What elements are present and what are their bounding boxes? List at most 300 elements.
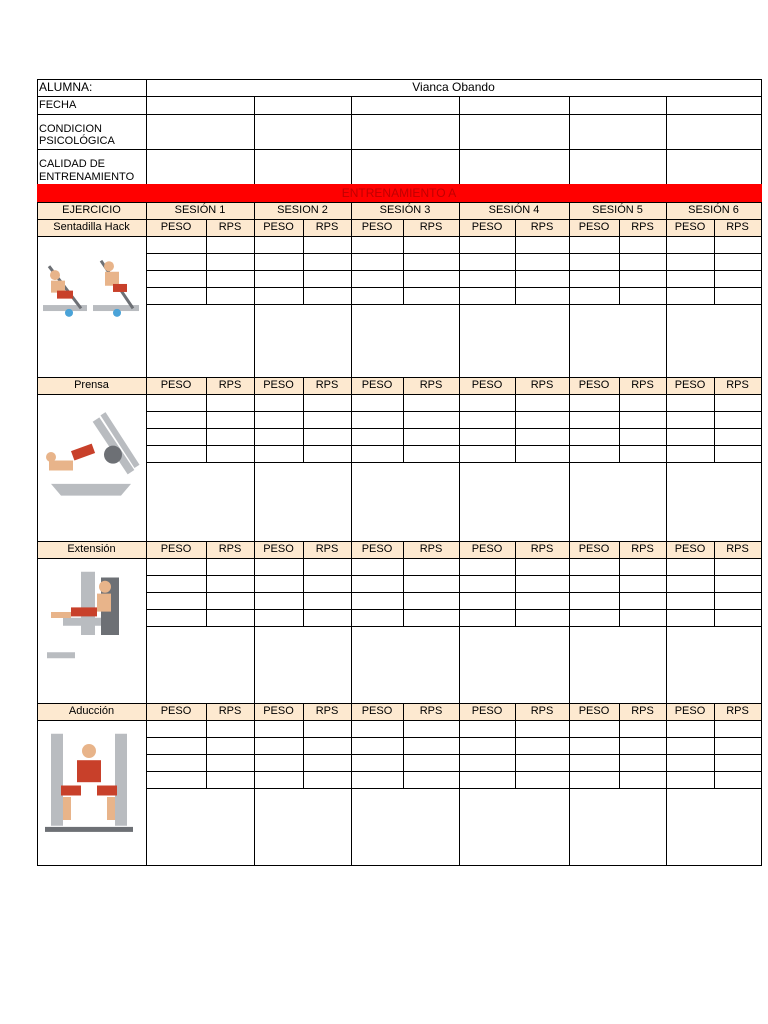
session-notes-cell[interactable] bbox=[667, 789, 761, 865]
session-notes-cell[interactable] bbox=[255, 627, 351, 703]
rps-cell[interactable] bbox=[516, 254, 569, 270]
grid-line bbox=[459, 96, 460, 185]
rps-cell[interactable] bbox=[207, 412, 254, 428]
peso-cell[interactable] bbox=[352, 237, 403, 253]
rps-cell[interactable] bbox=[620, 288, 666, 304]
peso-cell[interactable] bbox=[147, 412, 206, 428]
rps-cell[interactable] bbox=[715, 237, 761, 253]
peso-cell[interactable] bbox=[255, 721, 303, 737]
rps-cell[interactable] bbox=[207, 395, 254, 411]
peso-label: PESO bbox=[361, 543, 393, 555]
peso-cell[interactable] bbox=[147, 429, 206, 445]
rps-cell[interactable] bbox=[715, 772, 761, 788]
peso-cell[interactable] bbox=[147, 738, 206, 754]
rps-label: RPS bbox=[218, 705, 242, 717]
peso-cell[interactable] bbox=[460, 559, 515, 575]
rps-label: RPS bbox=[726, 705, 749, 717]
rps-cell[interactable] bbox=[516, 559, 569, 575]
peso-cell[interactable] bbox=[147, 254, 206, 270]
peso-cell[interactable] bbox=[460, 395, 515, 411]
peso-cell[interactable] bbox=[352, 738, 403, 754]
peso-label: PESO bbox=[160, 221, 192, 233]
adduction-machine-illustration bbox=[41, 728, 143, 843]
rps-cell[interactable] bbox=[715, 593, 761, 609]
alumna-label: ALUMNA: bbox=[39, 80, 93, 94]
session-notes-cell[interactable] bbox=[352, 789, 459, 865]
peso-cell[interactable] bbox=[352, 610, 403, 626]
rps-cell[interactable] bbox=[516, 412, 569, 428]
session-2-header: SESION 2 bbox=[277, 204, 328, 216]
rps-cell[interactable] bbox=[207, 446, 254, 462]
peso-cell[interactable] bbox=[667, 610, 714, 626]
peso-cell[interactable] bbox=[147, 721, 206, 737]
grid-line bbox=[761, 219, 762, 378]
rps-label: RPS bbox=[631, 705, 654, 717]
peso-cell[interactable] bbox=[667, 593, 714, 609]
peso-cell[interactable] bbox=[147, 576, 206, 592]
peso-cell[interactable] bbox=[667, 738, 714, 754]
session-notes-cell[interactable] bbox=[667, 305, 761, 377]
rps-cell[interactable] bbox=[715, 755, 761, 771]
rps-label: RPS bbox=[530, 705, 554, 717]
peso-cell[interactable] bbox=[147, 271, 206, 287]
peso-cell[interactable] bbox=[570, 429, 619, 445]
peso-cell[interactable] bbox=[570, 576, 619, 592]
peso-cell[interactable] bbox=[255, 576, 303, 592]
session-notes-cell[interactable] bbox=[460, 305, 569, 377]
peso-label: PESO bbox=[263, 221, 294, 233]
rps-cell[interactable] bbox=[516, 772, 569, 788]
rps-label: RPS bbox=[315, 705, 339, 717]
rps-cell[interactable] bbox=[516, 288, 569, 304]
rps-cell[interactable] bbox=[304, 772, 351, 788]
peso-cell[interactable] bbox=[255, 271, 303, 287]
rps-cell[interactable] bbox=[516, 738, 569, 754]
training-sheet bbox=[37, 79, 761, 865]
peso-label: PESO bbox=[263, 379, 294, 391]
session-notes-cell[interactable] bbox=[147, 627, 254, 703]
rps-cell[interactable] bbox=[304, 721, 351, 737]
grid-line bbox=[666, 96, 667, 185]
rps-cell[interactable] bbox=[404, 721, 459, 737]
rps-label: RPS bbox=[419, 379, 443, 391]
rps-cell[interactable] bbox=[207, 254, 254, 270]
peso-cell[interactable] bbox=[667, 721, 714, 737]
rps-cell[interactable] bbox=[304, 738, 351, 754]
peso-cell[interactable] bbox=[255, 559, 303, 575]
rps-cell[interactable] bbox=[620, 412, 666, 428]
rps-cell[interactable] bbox=[304, 755, 351, 771]
peso-cell[interactable] bbox=[352, 559, 403, 575]
rps-label: RPS bbox=[315, 543, 339, 555]
session-notes-cell[interactable] bbox=[667, 463, 761, 541]
rps-cell[interactable] bbox=[207, 593, 254, 609]
rps-cell[interactable] bbox=[207, 288, 254, 304]
peso-cell[interactable] bbox=[570, 237, 619, 253]
peso-cell[interactable] bbox=[255, 288, 303, 304]
rps-label: RPS bbox=[419, 543, 443, 555]
fecha-label: FECHA bbox=[39, 99, 77, 111]
rps-cell[interactable] bbox=[404, 772, 459, 788]
peso-label: PESO bbox=[160, 705, 192, 717]
session-notes-cell[interactable] bbox=[460, 627, 569, 703]
session-notes-cell[interactable] bbox=[255, 305, 351, 377]
peso-cell[interactable] bbox=[352, 593, 403, 609]
rps-cell[interactable] bbox=[207, 610, 254, 626]
grid-line bbox=[761, 202, 762, 220]
peso-label: PESO bbox=[578, 705, 610, 717]
session-notes-cell[interactable] bbox=[570, 789, 666, 865]
peso-cell[interactable] bbox=[667, 254, 714, 270]
rps-cell[interactable] bbox=[516, 721, 569, 737]
rps-cell[interactable] bbox=[207, 772, 254, 788]
peso-cell[interactable] bbox=[667, 576, 714, 592]
peso-cell[interactable] bbox=[570, 738, 619, 754]
rps-cell[interactable] bbox=[207, 429, 254, 445]
peso-label: PESO bbox=[578, 543, 610, 555]
calidad-label: CALIDAD DE bbox=[39, 158, 106, 170]
peso-cell[interactable] bbox=[147, 237, 206, 253]
rps-cell[interactable] bbox=[715, 395, 761, 411]
peso-label: PESO bbox=[361, 705, 393, 717]
rps-cell[interactable] bbox=[304, 610, 351, 626]
peso-label: PESO bbox=[361, 221, 393, 233]
peso-cell[interactable] bbox=[460, 412, 515, 428]
peso-cell[interactable] bbox=[460, 593, 515, 609]
peso-cell[interactable] bbox=[352, 721, 403, 737]
session-notes-cell[interactable] bbox=[570, 305, 666, 377]
peso-cell[interactable] bbox=[570, 772, 619, 788]
rps-cell[interactable] bbox=[516, 395, 569, 411]
rps-label: RPS bbox=[218, 543, 242, 555]
rps-cell[interactable] bbox=[207, 559, 254, 575]
peso-cell[interactable] bbox=[352, 446, 403, 462]
peso-cell[interactable] bbox=[352, 412, 403, 428]
rps-label: RPS bbox=[726, 221, 749, 233]
peso-cell[interactable] bbox=[570, 446, 619, 462]
rps-cell[interactable] bbox=[715, 446, 761, 462]
rps-cell[interactable] bbox=[404, 254, 459, 270]
rps-cell[interactable] bbox=[404, 593, 459, 609]
grid-line bbox=[37, 865, 762, 866]
rps-cell[interactable] bbox=[516, 429, 569, 445]
rps-cell[interactable] bbox=[207, 721, 254, 737]
peso-cell[interactable] bbox=[255, 429, 303, 445]
peso-cell[interactable] bbox=[570, 395, 619, 411]
peso-cell[interactable] bbox=[255, 237, 303, 253]
exercise-name: Extensión bbox=[67, 543, 116, 555]
session-3-header: SESIÓN 3 bbox=[379, 204, 431, 216]
rps-label: RPS bbox=[218, 379, 242, 391]
peso-label: PESO bbox=[674, 221, 706, 233]
rps-cell[interactable] bbox=[304, 395, 351, 411]
session-notes-cell[interactable] bbox=[352, 463, 459, 541]
session-notes-cell[interactable] bbox=[667, 627, 761, 703]
rps-cell[interactable] bbox=[620, 254, 666, 270]
peso-cell[interactable] bbox=[460, 429, 515, 445]
peso-cell[interactable] bbox=[147, 288, 206, 304]
rps-cell[interactable] bbox=[715, 412, 761, 428]
rps-cell[interactable] bbox=[516, 755, 569, 771]
rps-cell[interactable] bbox=[207, 738, 254, 754]
peso-cell[interactable] bbox=[255, 738, 303, 754]
session-notes-cell[interactable] bbox=[147, 463, 254, 541]
peso-cell[interactable] bbox=[255, 610, 303, 626]
rps-cell[interactable] bbox=[304, 237, 351, 253]
rps-cell[interactable] bbox=[404, 755, 459, 771]
rps-label: RPS bbox=[726, 379, 749, 391]
rps-cell[interactable] bbox=[516, 237, 569, 253]
peso-cell[interactable] bbox=[352, 271, 403, 287]
peso-cell[interactable] bbox=[255, 412, 303, 428]
peso-cell[interactable] bbox=[147, 610, 206, 626]
peso-label: PESO bbox=[471, 543, 503, 555]
rps-cell[interactable] bbox=[715, 576, 761, 592]
rps-cell[interactable] bbox=[620, 610, 666, 626]
rps-cell[interactable] bbox=[404, 271, 459, 287]
rps-cell[interactable] bbox=[207, 576, 254, 592]
peso-label: PESO bbox=[263, 705, 294, 717]
rps-cell[interactable] bbox=[404, 559, 459, 575]
peso-cell[interactable] bbox=[352, 755, 403, 771]
peso-label: PESO bbox=[160, 379, 192, 391]
exercise-name: Aducción bbox=[68, 705, 115, 717]
rps-cell[interactable] bbox=[404, 429, 459, 445]
rps-cell[interactable] bbox=[715, 610, 761, 626]
rps-cell[interactable] bbox=[620, 271, 666, 287]
peso-label: PESO bbox=[674, 705, 706, 717]
rps-cell[interactable] bbox=[516, 593, 569, 609]
session-4-header: SESIÓN 4 bbox=[488, 204, 540, 216]
alumna-value: Vianca Obando bbox=[412, 80, 495, 94]
rps-label: RPS bbox=[419, 221, 443, 233]
rps-cell[interactable] bbox=[404, 738, 459, 754]
peso-cell[interactable] bbox=[570, 721, 619, 737]
rps-label: RPS bbox=[218, 221, 242, 233]
leg-extension-illustration bbox=[41, 566, 143, 681]
rps-cell[interactable] bbox=[207, 755, 254, 771]
grid-line bbox=[761, 703, 762, 866]
peso-label: PESO bbox=[471, 379, 503, 391]
peso-cell[interactable] bbox=[460, 610, 515, 626]
rps-cell[interactable] bbox=[620, 721, 666, 737]
rps-label: RPS bbox=[631, 221, 654, 233]
peso-cell[interactable] bbox=[147, 395, 206, 411]
rps-cell[interactable] bbox=[620, 237, 666, 253]
peso-cell[interactable] bbox=[255, 755, 303, 771]
peso-cell[interactable] bbox=[667, 288, 714, 304]
rps-cell[interactable] bbox=[620, 559, 666, 575]
grid-line bbox=[37, 541, 38, 704]
peso-label: PESO bbox=[674, 379, 706, 391]
peso-cell[interactable] bbox=[460, 446, 515, 462]
peso-cell[interactable] bbox=[255, 593, 303, 609]
rps-cell[interactable] bbox=[715, 738, 761, 754]
calidad-label-2: ENTRENAMIENTO bbox=[39, 171, 135, 183]
peso-cell[interactable] bbox=[570, 610, 619, 626]
exercise-name: Sentadilla Hack bbox=[53, 221, 130, 233]
peso-label: PESO bbox=[674, 543, 706, 555]
peso-cell[interactable] bbox=[667, 271, 714, 287]
condicion-label: CONDICION bbox=[39, 123, 102, 135]
peso-cell[interactable] bbox=[667, 429, 714, 445]
peso-cell[interactable] bbox=[147, 755, 206, 771]
rps-cell[interactable] bbox=[304, 576, 351, 592]
rps-cell[interactable] bbox=[715, 254, 761, 270]
peso-cell[interactable] bbox=[570, 254, 619, 270]
peso-label: PESO bbox=[471, 705, 503, 717]
peso-label: PESO bbox=[361, 379, 393, 391]
rps-cell[interactable] bbox=[516, 446, 569, 462]
rps-label: RPS bbox=[419, 705, 443, 717]
rps-cell[interactable] bbox=[304, 254, 351, 270]
peso-cell[interactable] bbox=[460, 576, 515, 592]
rps-cell[interactable] bbox=[304, 429, 351, 445]
peso-cell[interactable] bbox=[570, 412, 619, 428]
rps-cell[interactable] bbox=[404, 288, 459, 304]
peso-cell[interactable] bbox=[147, 772, 206, 788]
rps-cell[interactable] bbox=[715, 559, 761, 575]
grid-line bbox=[37, 703, 38, 866]
rps-cell[interactable] bbox=[304, 593, 351, 609]
rps-cell[interactable] bbox=[516, 271, 569, 287]
grid-line bbox=[37, 377, 38, 542]
grid-line bbox=[761, 79, 762, 185]
rps-cell[interactable] bbox=[620, 576, 666, 592]
peso-cell[interactable] bbox=[667, 412, 714, 428]
peso-cell[interactable] bbox=[667, 772, 714, 788]
peso-cell[interactable] bbox=[352, 395, 403, 411]
peso-cell[interactable] bbox=[570, 559, 619, 575]
peso-cell[interactable] bbox=[667, 395, 714, 411]
rps-label: RPS bbox=[726, 543, 749, 555]
rps-cell[interactable] bbox=[620, 772, 666, 788]
peso-cell[interactable] bbox=[352, 576, 403, 592]
peso-cell[interactable] bbox=[460, 271, 515, 287]
peso-cell[interactable] bbox=[460, 288, 515, 304]
rps-label: RPS bbox=[631, 379, 654, 391]
peso-cell[interactable] bbox=[570, 593, 619, 609]
rps-label: RPS bbox=[530, 379, 554, 391]
condicion-label-2: PSICOLÓGICA bbox=[39, 135, 115, 147]
session-1-header: SESIÓN 1 bbox=[174, 204, 226, 216]
rps-cell[interactable] bbox=[516, 610, 569, 626]
peso-cell[interactable] bbox=[352, 254, 403, 270]
session-notes-cell[interactable] bbox=[147, 789, 254, 865]
session-notes-cell[interactable] bbox=[147, 305, 254, 377]
rps-cell[interactable] bbox=[404, 446, 459, 462]
peso-cell[interactable] bbox=[460, 772, 515, 788]
peso-cell[interactable] bbox=[147, 593, 206, 609]
grid-line bbox=[569, 96, 570, 185]
peso-cell[interactable] bbox=[147, 446, 206, 462]
peso-label: PESO bbox=[160, 543, 192, 555]
session-notes-cell[interactable] bbox=[352, 305, 459, 377]
session-6-header: SESIÓN 6 bbox=[688, 204, 739, 216]
rps-cell[interactable] bbox=[620, 755, 666, 771]
rps-cell[interactable] bbox=[304, 446, 351, 462]
grid-line bbox=[761, 377, 762, 542]
rps-cell[interactable] bbox=[304, 559, 351, 575]
rps-label: RPS bbox=[530, 543, 554, 555]
grid-line bbox=[351, 96, 352, 185]
rps-cell[interactable] bbox=[715, 288, 761, 304]
peso-cell[interactable] bbox=[352, 288, 403, 304]
grid-line bbox=[761, 541, 762, 704]
rps-label: RPS bbox=[631, 543, 654, 555]
leg-press-illustration bbox=[41, 402, 143, 519]
peso-cell[interactable] bbox=[460, 738, 515, 754]
peso-cell[interactable] bbox=[667, 237, 714, 253]
rps-cell[interactable] bbox=[620, 738, 666, 754]
session-notes-cell[interactable] bbox=[352, 627, 459, 703]
rps-cell[interactable] bbox=[715, 721, 761, 737]
rps-cell[interactable] bbox=[715, 429, 761, 445]
rps-cell[interactable] bbox=[404, 412, 459, 428]
rps-cell[interactable] bbox=[304, 271, 351, 287]
rps-cell[interactable] bbox=[620, 395, 666, 411]
rps-cell[interactable] bbox=[207, 237, 254, 253]
session-notes-cell[interactable] bbox=[570, 627, 666, 703]
rps-cell[interactable] bbox=[715, 271, 761, 287]
session-5-header: SESIÓN 5 bbox=[592, 204, 643, 216]
rps-cell[interactable] bbox=[620, 429, 666, 445]
grid-line bbox=[37, 79, 38, 185]
rps-cell[interactable] bbox=[620, 593, 666, 609]
ejercicio-header: EJERCICIO bbox=[62, 204, 121, 216]
exercise-name: Prensa bbox=[74, 379, 109, 391]
rps-cell[interactable] bbox=[404, 610, 459, 626]
peso-cell[interactable] bbox=[255, 446, 303, 462]
rps-cell[interactable] bbox=[404, 395, 459, 411]
rps-cell[interactable] bbox=[620, 446, 666, 462]
rps-cell[interactable] bbox=[516, 576, 569, 592]
peso-label: PESO bbox=[578, 221, 610, 233]
rps-cell[interactable] bbox=[404, 237, 459, 253]
peso-cell[interactable] bbox=[570, 755, 619, 771]
session-notes-cell[interactable] bbox=[255, 463, 351, 541]
peso-cell[interactable] bbox=[352, 429, 403, 445]
peso-cell[interactable] bbox=[460, 254, 515, 270]
peso-cell[interactable] bbox=[255, 254, 303, 270]
peso-cell[interactable] bbox=[352, 772, 403, 788]
rps-cell[interactable] bbox=[207, 271, 254, 287]
rps-cell[interactable] bbox=[304, 412, 351, 428]
grid-line bbox=[254, 96, 255, 185]
rps-label: RPS bbox=[315, 221, 339, 233]
grid-line bbox=[37, 219, 38, 378]
peso-cell[interactable] bbox=[460, 755, 515, 771]
peso-cell[interactable] bbox=[667, 446, 714, 462]
session-notes-cell[interactable] bbox=[460, 789, 569, 865]
peso-cell[interactable] bbox=[255, 395, 303, 411]
peso-cell[interactable] bbox=[460, 721, 515, 737]
peso-cell[interactable] bbox=[147, 559, 206, 575]
peso-cell[interactable] bbox=[570, 271, 619, 287]
peso-cell[interactable] bbox=[460, 237, 515, 253]
peso-cell[interactable] bbox=[667, 559, 714, 575]
peso-cell[interactable] bbox=[255, 772, 303, 788]
rps-cell[interactable] bbox=[304, 288, 351, 304]
session-notes-cell[interactable] bbox=[570, 463, 666, 541]
rps-cell[interactable] bbox=[404, 576, 459, 592]
session-notes-cell[interactable] bbox=[460, 463, 569, 541]
peso-cell[interactable] bbox=[667, 755, 714, 771]
section-title: ENTRENAMIENTO A bbox=[341, 186, 457, 200]
peso-cell[interactable] bbox=[570, 288, 619, 304]
rps-label: RPS bbox=[530, 221, 554, 233]
session-notes-cell[interactable] bbox=[255, 789, 351, 865]
